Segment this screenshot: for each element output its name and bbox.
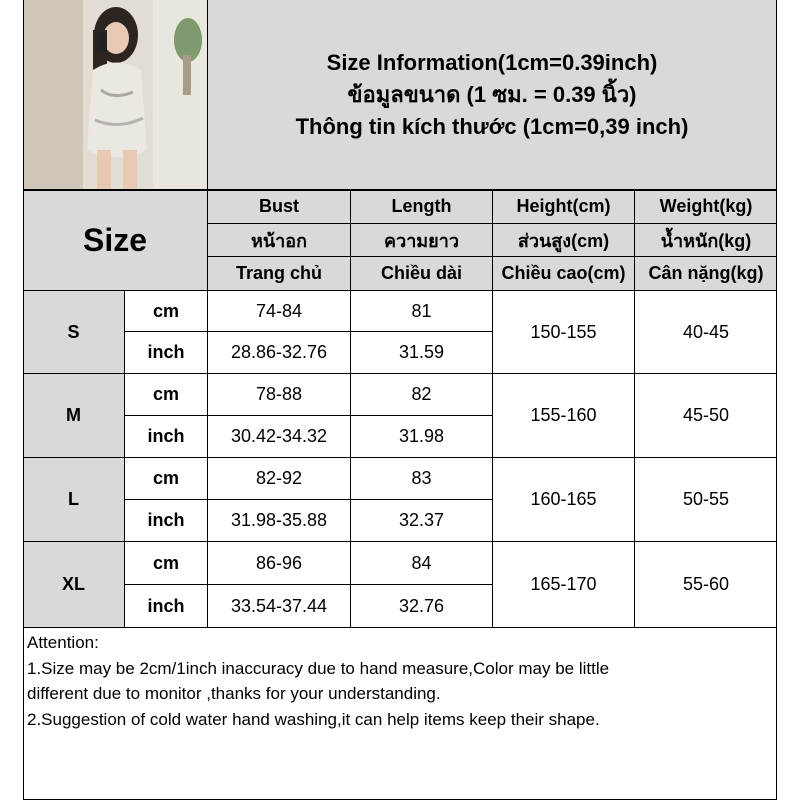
- size-header: Size: [23, 190, 207, 290]
- title-thai: ข้อมูลขนาด (1 ซม. = 0.39 นิ้ว): [347, 82, 637, 107]
- col-weight-en: Weight(kg): [635, 190, 777, 223]
- note-line-3: 2.Suggestion of cold water hand washing,it can help items keep their shape.: [27, 709, 600, 729]
- length-cm: 84: [411, 552, 432, 573]
- size-label-m: M: [23, 374, 124, 457]
- length-cm: 81: [411, 300, 432, 321]
- length-inch: 31.59: [398, 342, 445, 362]
- model-image: [23, 0, 207, 190]
- length-inch: 32.37: [398, 510, 445, 530]
- unit-cm: cm: [152, 468, 179, 488]
- title-english: Size Information(1cm=0.39inch): [326, 50, 658, 75]
- length-cm: 82: [411, 384, 432, 404]
- attention-notes: [27, 630, 772, 732]
- length-cm: 83: [411, 468, 432, 488]
- weight-range: 45-50: [682, 405, 730, 425]
- bust-inch: 33.54-37.44: [230, 595, 328, 616]
- bust-inch: 30.42-34.32: [230, 426, 328, 446]
- col-bust-vi: Trang chủ: [208, 257, 350, 290]
- weight-range: 40-45: [682, 321, 730, 342]
- height-range: 150-155: [530, 321, 597, 342]
- bust-cm: 78-88: [255, 384, 303, 404]
- col-height-en: Height(cm): [493, 190, 634, 223]
- size-label-l: L: [23, 458, 124, 541]
- col-height-vi: Chiều cao(cm): [493, 257, 634, 290]
- bust-cm: 86-96: [255, 552, 303, 573]
- height-range: 155-160: [530, 405, 597, 425]
- note-line-2: different due to monitor ,thanks for your understanding.: [27, 684, 441, 703]
- title-box: [207, 0, 777, 190]
- length-inch: 31.98: [398, 426, 445, 446]
- product-photo: [23, 0, 207, 190]
- bust-cm: 82-92: [255, 468, 303, 488]
- height-range: 160-165: [530, 489, 597, 509]
- length-inch: 32.76: [398, 595, 445, 616]
- col-weight-vi: Cân nặng(kg): [635, 257, 777, 290]
- title-vietnamese: Thông tin kích thước (1cm=0,39 inch): [295, 114, 689, 139]
- unit-cm: cm: [152, 552, 179, 573]
- col-length-en: Length: [351, 190, 492, 223]
- unit-cm: cm: [152, 300, 179, 321]
- col-bust-en: Bust: [208, 190, 350, 223]
- notes-heading: Attention:: [27, 633, 99, 652]
- weight-range: 55-60: [682, 574, 730, 594]
- unit-inch: inch: [147, 595, 185, 616]
- height-range: 165-170: [530, 574, 597, 594]
- col-bust-th: หน้าอก: [208, 224, 350, 256]
- size-label-s: S: [23, 291, 124, 373]
- bust-cm: 74-84: [255, 300, 303, 321]
- weight-range: 50-55: [682, 489, 730, 509]
- col-weight-th: น้ำหนัก(kg): [635, 224, 777, 256]
- bust-inch: 31.98-35.88: [230, 510, 328, 530]
- col-length-th: ความยาว: [351, 224, 492, 256]
- unit-cm: cm: [152, 384, 179, 404]
- bust-inch: 28.86-32.76: [230, 342, 328, 362]
- unit-inch: inch: [147, 510, 185, 530]
- unit-inch: inch: [147, 342, 185, 362]
- col-length-vi: Chiều dài: [351, 257, 492, 290]
- size-label-xl: XL: [23, 542, 124, 627]
- unit-inch: inch: [147, 426, 185, 446]
- note-line-1: 1.Size may be 2cm/1inch inaccuracy due to hand measure,Color may be little: [27, 658, 610, 678]
- col-height-th: ส่วนสูง(cm): [493, 224, 634, 256]
